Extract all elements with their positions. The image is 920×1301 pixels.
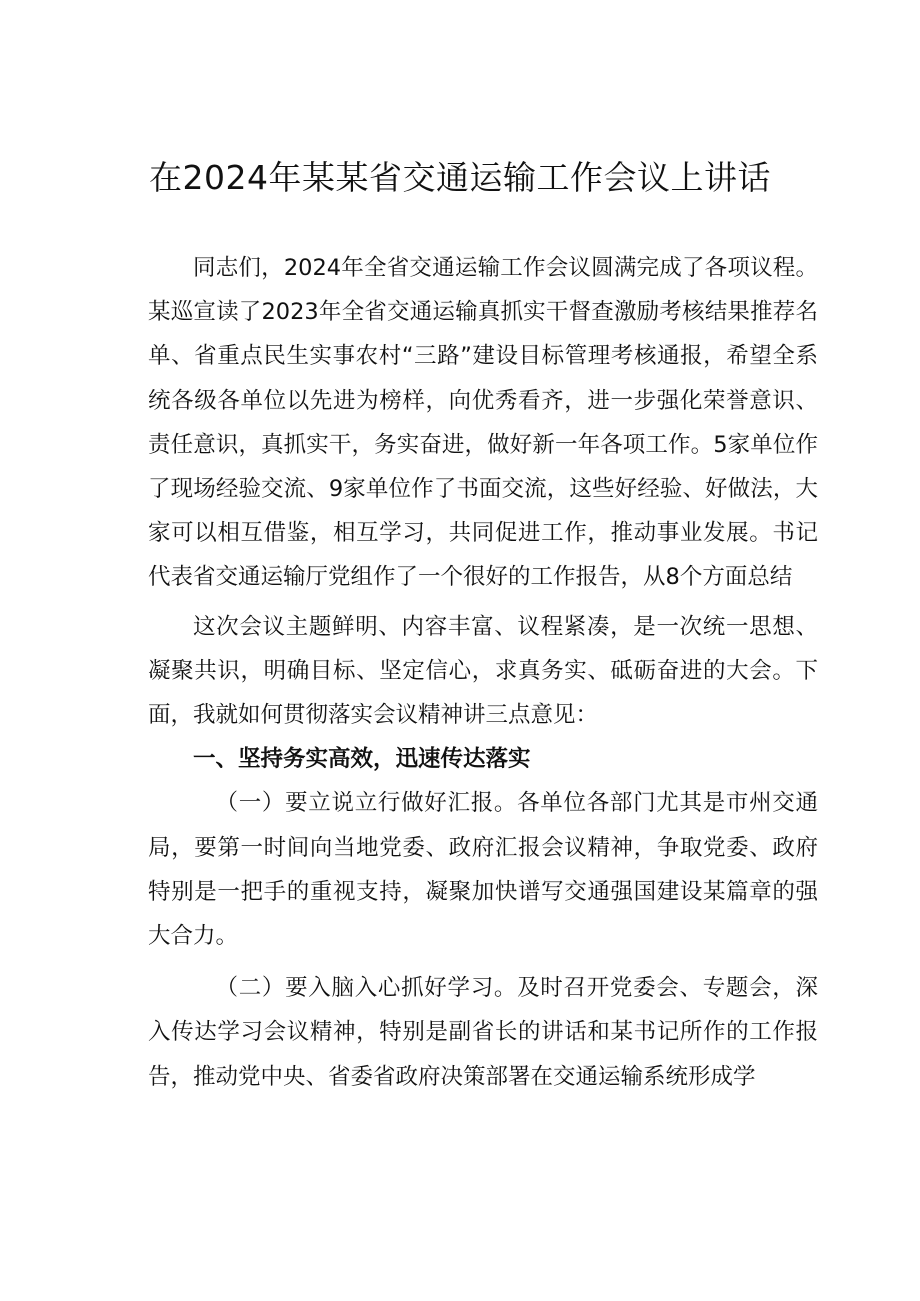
opening-paragraph: 同志们，2024年全省交通运输工作会议圆满完成了各项议程。某巡宣读了2023年全省交通运输真抓实干督查激励考核结果推荐名单、省重点民生实事农村“三路”建设目标管理考核通报，希望全系统各级各单位以先进为榜样，向优秀看齐，进一步强化荣誉意识、责任意识，真抓实干，务实奋进，做好新一年各项工作。5家单位作了现场经验交流、9家单位作了书面交流，这些好经验、好做法，大家可以相互借鉴，相互学习，共同促进工作，推动事业发展。书记代表省交通运输厅党组作了一个很好的工作报告，从8个方面总结 (148, 255, 818, 591)
sub-paragraph-one: （一）要立说立行做好汇报。各单位各部门尤其是市州交通局，要第一时间向当地党委、政府汇报会议精神，争取党委、政府特别是一把手的重视支持，凝聚加快谱写交通强国建设某篇章的强大合力。 (148, 790, 818, 950)
summary-paragraph: 这次会议主题鲜明、内容丰富、议程紧凑，是一次统一思想、凝聚共识，明确目标、坚定信心，求真务实、砥砺奋进的大会。下面，我就如何贯彻落实会议精神讲三点意见： (148, 613, 818, 729)
document-title: 在2024年某某省交通运输工作会议上讲话 (149, 158, 771, 197)
section-heading-one: 一、坚持务实高效，迅速传达落实 (193, 746, 531, 773)
document-body (148, 246, 818, 1099)
sub-paragraph-two: （二）要入脑入心抓好学习。及时召开党委会、专题会，深入传达学习会议精神，特别是副省长的讲话和某书记所作的工作报告，推动党中央、省委省政府决策部署在交通运输系统形成学 (148, 975, 818, 1090)
